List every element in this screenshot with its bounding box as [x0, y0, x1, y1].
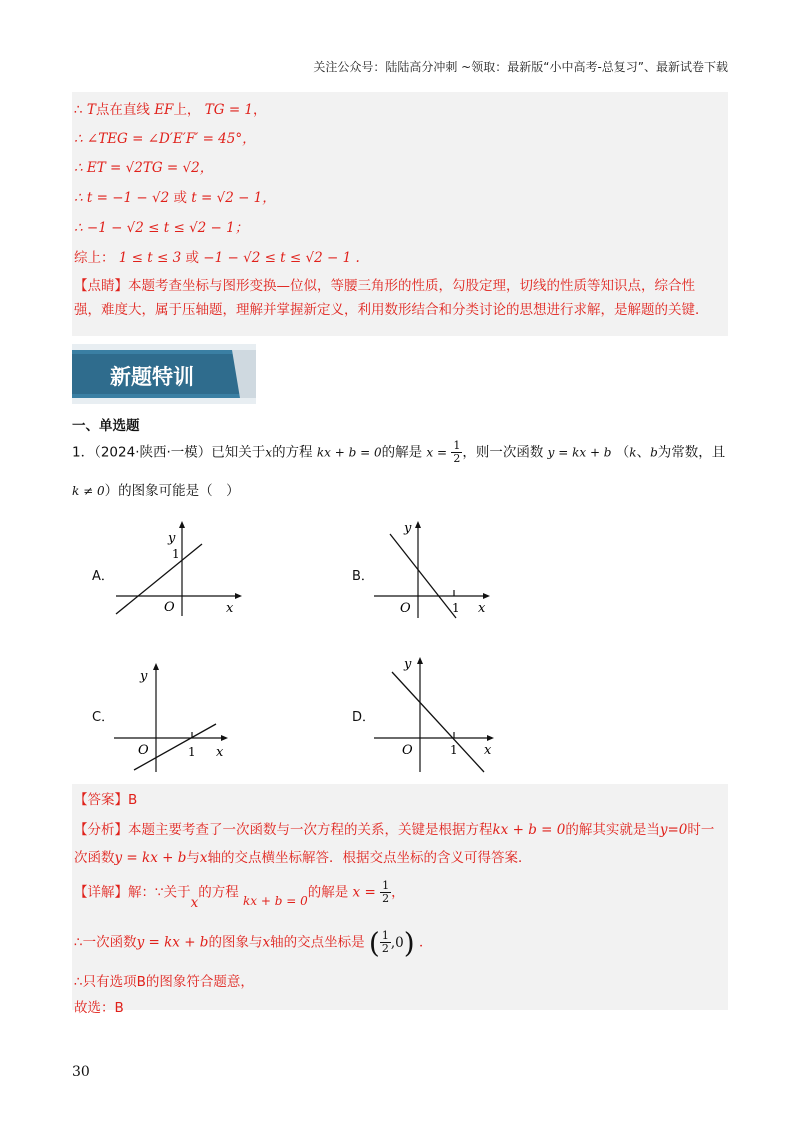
analysis-line-2: 次函数y = kx + b与x轴的交点横坐标解答．根据交点坐标的含义可得答案． — [74, 850, 532, 866]
page-number: 30 — [72, 1064, 90, 1080]
svg-text:x: x — [478, 601, 486, 616]
page-header: 关注公众号：陆陆高分冲刺 ~领取：最新版“小中高考-总复习”、最新试卷下载 — [313, 60, 728, 74]
prev-line-6: 综上： 1 ≤ t ≤ 3 或 −1 − √2 ≤ t ≤ √2 − 1 . — [74, 250, 360, 266]
prev-line-4: ∴ t = −1 − √2 或 t = √2 − 1， — [74, 190, 276, 206]
svg-text:O: O — [164, 600, 175, 615]
detail-line-3: ∴只有选项B的图象符合题意， — [74, 974, 254, 990]
prev-comment-2: 强，难度大，属于压轴题，理解并掌握新定义，利用数形结合和分类讨论的思想进行求解，是解题的关键． — [74, 302, 709, 318]
banner-title: 新题特训 — [110, 365, 194, 389]
svg-text:O: O — [138, 743, 149, 758]
svg-text:1: 1 — [450, 743, 458, 757]
option-d-graph[interactable] — [372, 654, 504, 774]
option-a-label[interactable]: A． — [92, 569, 114, 584]
svg-text:y: y — [404, 657, 412, 672]
prev-line-3: ∴ ET = √2TG = √2， — [74, 160, 214, 176]
svg-text:y: y — [140, 669, 148, 684]
svg-text:O: O — [402, 743, 413, 758]
option-c-graph[interactable] — [112, 660, 242, 774]
svg-text:y: y — [168, 531, 176, 546]
option-c-label[interactable]: C． — [92, 710, 115, 725]
detail-line-1: 【详解】解：∵关于x的方程 kx + b = 0的解是 x = $\frac{1}{2}$ ， — [74, 879, 405, 911]
svg-text:1: 1 — [188, 745, 196, 759]
analysis-line-1: 【分析】本题主要考查了一次函数与一次方程的关系，关键是根据方程kx + b = 0的解其实就是当y=0时一 — [74, 822, 715, 838]
option-a-graph[interactable] — [110, 518, 250, 618]
line-a — [116, 544, 202, 614]
prev-line-5: ∴ −1 − √2 ≤ t ≤ √2 − 1； — [74, 220, 249, 236]
svg-text:x: x — [484, 743, 492, 758]
answer-line: 【答案】B — [74, 792, 138, 808]
svg-text:1: 1 — [172, 547, 180, 561]
question-line-1: 1．（2024·陕西·一模）已知关于x的方程 kx + b = 0的解是 x = $\frac{1}{2}$ ，则一次函数 y = kx + b （k、b为常数，且 — [72, 439, 726, 465]
option-b-graph[interactable] — [370, 518, 500, 622]
svg-text:x: x — [216, 745, 224, 760]
detail-line-2: ∴一次函数y = kx + b的图象与x轴的交点坐标是 ( $\frac{1}{2}$ ,0) ． — [74, 926, 433, 959]
svg-text:x: x — [226, 601, 234, 616]
detail-line-4: 故选：B — [74, 1000, 124, 1016]
svg-text:y: y — [404, 521, 412, 536]
question-line-2: k ≠ 0）的图象可能是（ ） — [72, 483, 240, 499]
prev-comment-1: 【点睛】本题考查坐标与图形变换—位似，等腰三角形的性质，勾股定理，切线的性质等知识点，综合性 — [74, 278, 695, 294]
section-title: 一、单选题 — [72, 418, 140, 434]
prev-line-2: ∴ ∠TEG = ∠D′E′F′ = 45°， — [74, 131, 256, 147]
option-b-label[interactable]: B． — [352, 569, 374, 584]
svg-text:1: 1 — [452, 601, 460, 615]
section-banner — [72, 344, 256, 404]
prev-line-1: ∴ T点在直线 EF上， TG = 1， — [74, 102, 267, 118]
svg-text:O: O — [400, 601, 411, 616]
option-d-label[interactable]: D． — [352, 710, 376, 725]
